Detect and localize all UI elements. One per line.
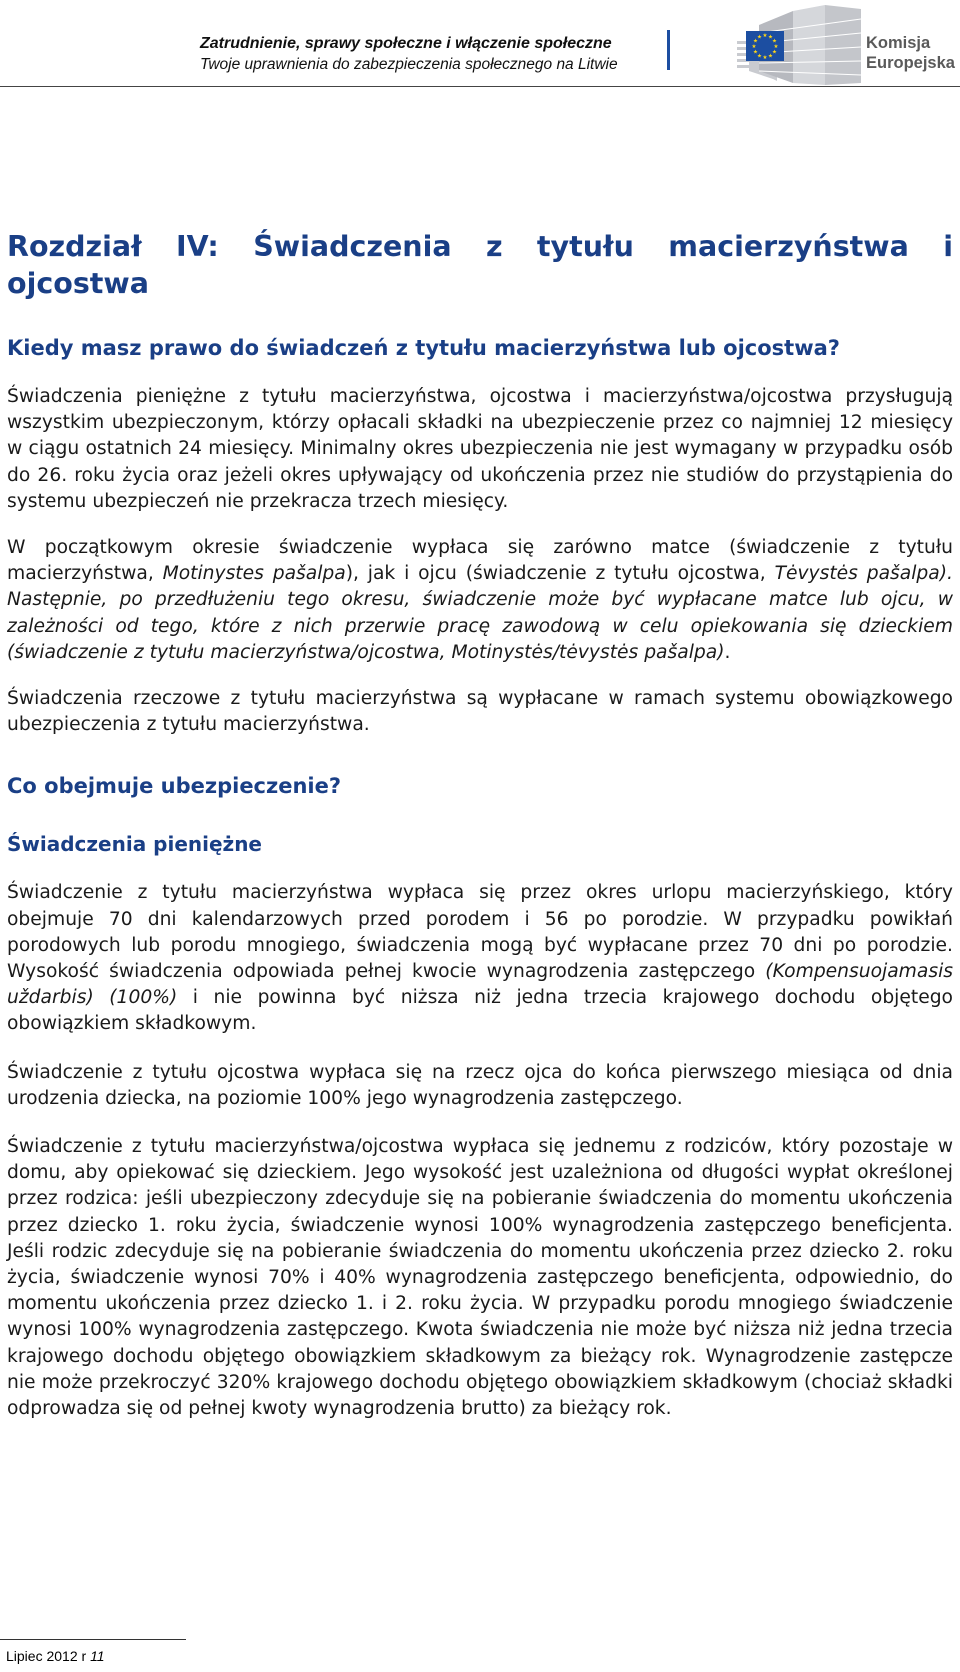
svg-text:★: ★ [762,33,768,39]
svg-text:★: ★ [772,49,777,56]
footer-divider [0,1639,186,1640]
svg-text:★: ★ [753,49,758,56]
paragraph-maternity-benefit: Świadczenie z tytułu macierzyństwa wypłaca się przez okres urlopu macierzyńskiego, który obejmuje 70 dni kalendarzowych przed porodem i 56 po porodzie. W przypadku powikłań porodowych lub porodu mnogiego, świadczenia mogą być wypłacane przez 70 dni po porodzie. Wysokość świadczenia odpowiada pełnej kwocie wynagrodzenia zastępczego (Kompensuojamasis uždarbis) (100%) i nie powinna być niższa niż jedna trzecia krajowego dochodu objętego obowiązkiem składkowym. [7,882,953,1035]
paragraph-eligibility: Świadczenia pieniężne z tytułu macierzyństwa, ojcostwa i macierzyństwa/ojcostwa przysługują wszystkim ubezpieczonym, którzy opłacali składki na ubezpieczenie przez co najmniej 12 miesięcy w ciągu ostatnich 24 miesięcy. Minimalny okres ubezpieczenia nie jest wymagany w przypadku osób do 26. roku życia oraz jeżeli okres upływający od ukończenia przez nie studiów do przystąpienia do systemu ubezpieczeń nie przekracza trzech miesięcy. [7,386,953,512]
header-text [200,33,620,75]
header-title: Zatrudnienie, sprawy społeczne i włączenie społeczne [200,35,612,52]
european-commission-logo-icon [733,5,863,85]
commission-wordmark: Komisja Europejska [866,34,955,72]
svg-text:★: ★ [768,53,773,60]
page-number: 11 [90,1648,105,1664]
section-heading-coverage: Co obejmuje ubezpieczenie? [7,774,342,799]
paragraph-benefits-in-kind: Świadczenia rzeczowe z tytułu macierzyństwa są wypłacane w ramach systemu obowiązkowego ubezpieczenia z tytułu macierzyństwa. [7,688,953,736]
svg-text:★: ★ [751,44,757,50]
svg-text:★: ★ [757,34,762,41]
section-heading-eligibility: Kiedy masz prawo do świadczeń z tytułu macierzyństwa lub ojcostwa? [7,336,840,360]
paragraph-parental-benefit: Świadczenie z tytułu macierzyństwa/ojcostwa wypłaca się jednemu z rodziców, który pozostaje w domu, aby opiekować się dzieckiem. Jego wysokość jest uzależniona od długości wypłat określonej przez rodzica: jeśli ubezpieczony zdecyduje się na pobieranie świadczenia do momentu ukończenia przez dziecko 1. roku życia, świadczenie wynosi 100% wynagrodzenia zastępczego beneficjenta. Jeśli rodzic zdecyduje się na pobieranie świadczenia do momentu ukończenia przez dziecko 2. roku życia, świadczenie wynosi 70% i 40% wynagrodzenia zastępczego beneficjenta, odpowiednio, do momentu ukończenia przez dziecko 1. i 2. roku życia. W przypadku porodu mnogiego świadczenie wynosi 100% wynagrodzenia zastępczego. Kwota świadczenia nie może być niższa niż jedna trzecia krajowego dochodu objętego obowiązkiem składkowym za bieżący rok. Wynagrodzenie zastępcze nie może przekroczyć 320% krajowego dochodu objętego obowiązkiem składkowym (chociaż składki odprowadza się od pełnej kwoty wynagrodzenia brutto) za bieżący rok. [7,1136,953,1420]
subheading-cash-benefits: Świadczenia pieniężne [7,832,262,857]
svg-text:★: ★ [757,53,762,60]
header-subtitle: Twoje uprawnienia do zabezpieczenia społecznego na Litwie [200,56,618,73]
svg-text:★: ★ [768,34,773,41]
svg-text:★: ★ [773,44,779,50]
paragraph-paternity-benefit: Świadczenie z tytułu ojcostwa wypłaca się na rzecz ojca do końca pierwszego miesiąca od dnia urodzenia dziecka, na poziomie 100% jego wynagrodzenia zastępczego. [7,1061,953,1109]
chapter-title: Rozdział IV: Świadczenia z tytułu macierzyństwa i ojcostwa [7,230,953,300]
svg-text:★: ★ [753,38,758,45]
footer-date: Lipiec 2012 r [6,1648,87,1664]
svg-text:★: ★ [762,55,768,61]
page-header [0,0,960,90]
page-footer [6,1648,105,1664]
document-body [7,228,953,1422]
svg-text:★: ★ [772,38,777,45]
header-accent-bar [667,30,670,70]
header-divider [0,86,960,87]
paragraph-benefit-periods: W początkowym okresie świadczenie wypłaca się zarówno matce (świadczenie z tytułu macierzyństwa, Motinystes pašalpa), jak i ojcu (świadczenie z tytułu ojcostwa, Tėvystės pašalpa). Następnie, po przedłużeniu tego okresu, świadczenie może być wypłacane matce lub ojcu, w zależności od tego, które z nich przerwie pracę zawodową w celu opiekowania się dzieckiem (świadczenie z tytułu macierzyństwa/ojcostwa, Motinystės/tėvystės pašalpa). [7,537,953,663]
